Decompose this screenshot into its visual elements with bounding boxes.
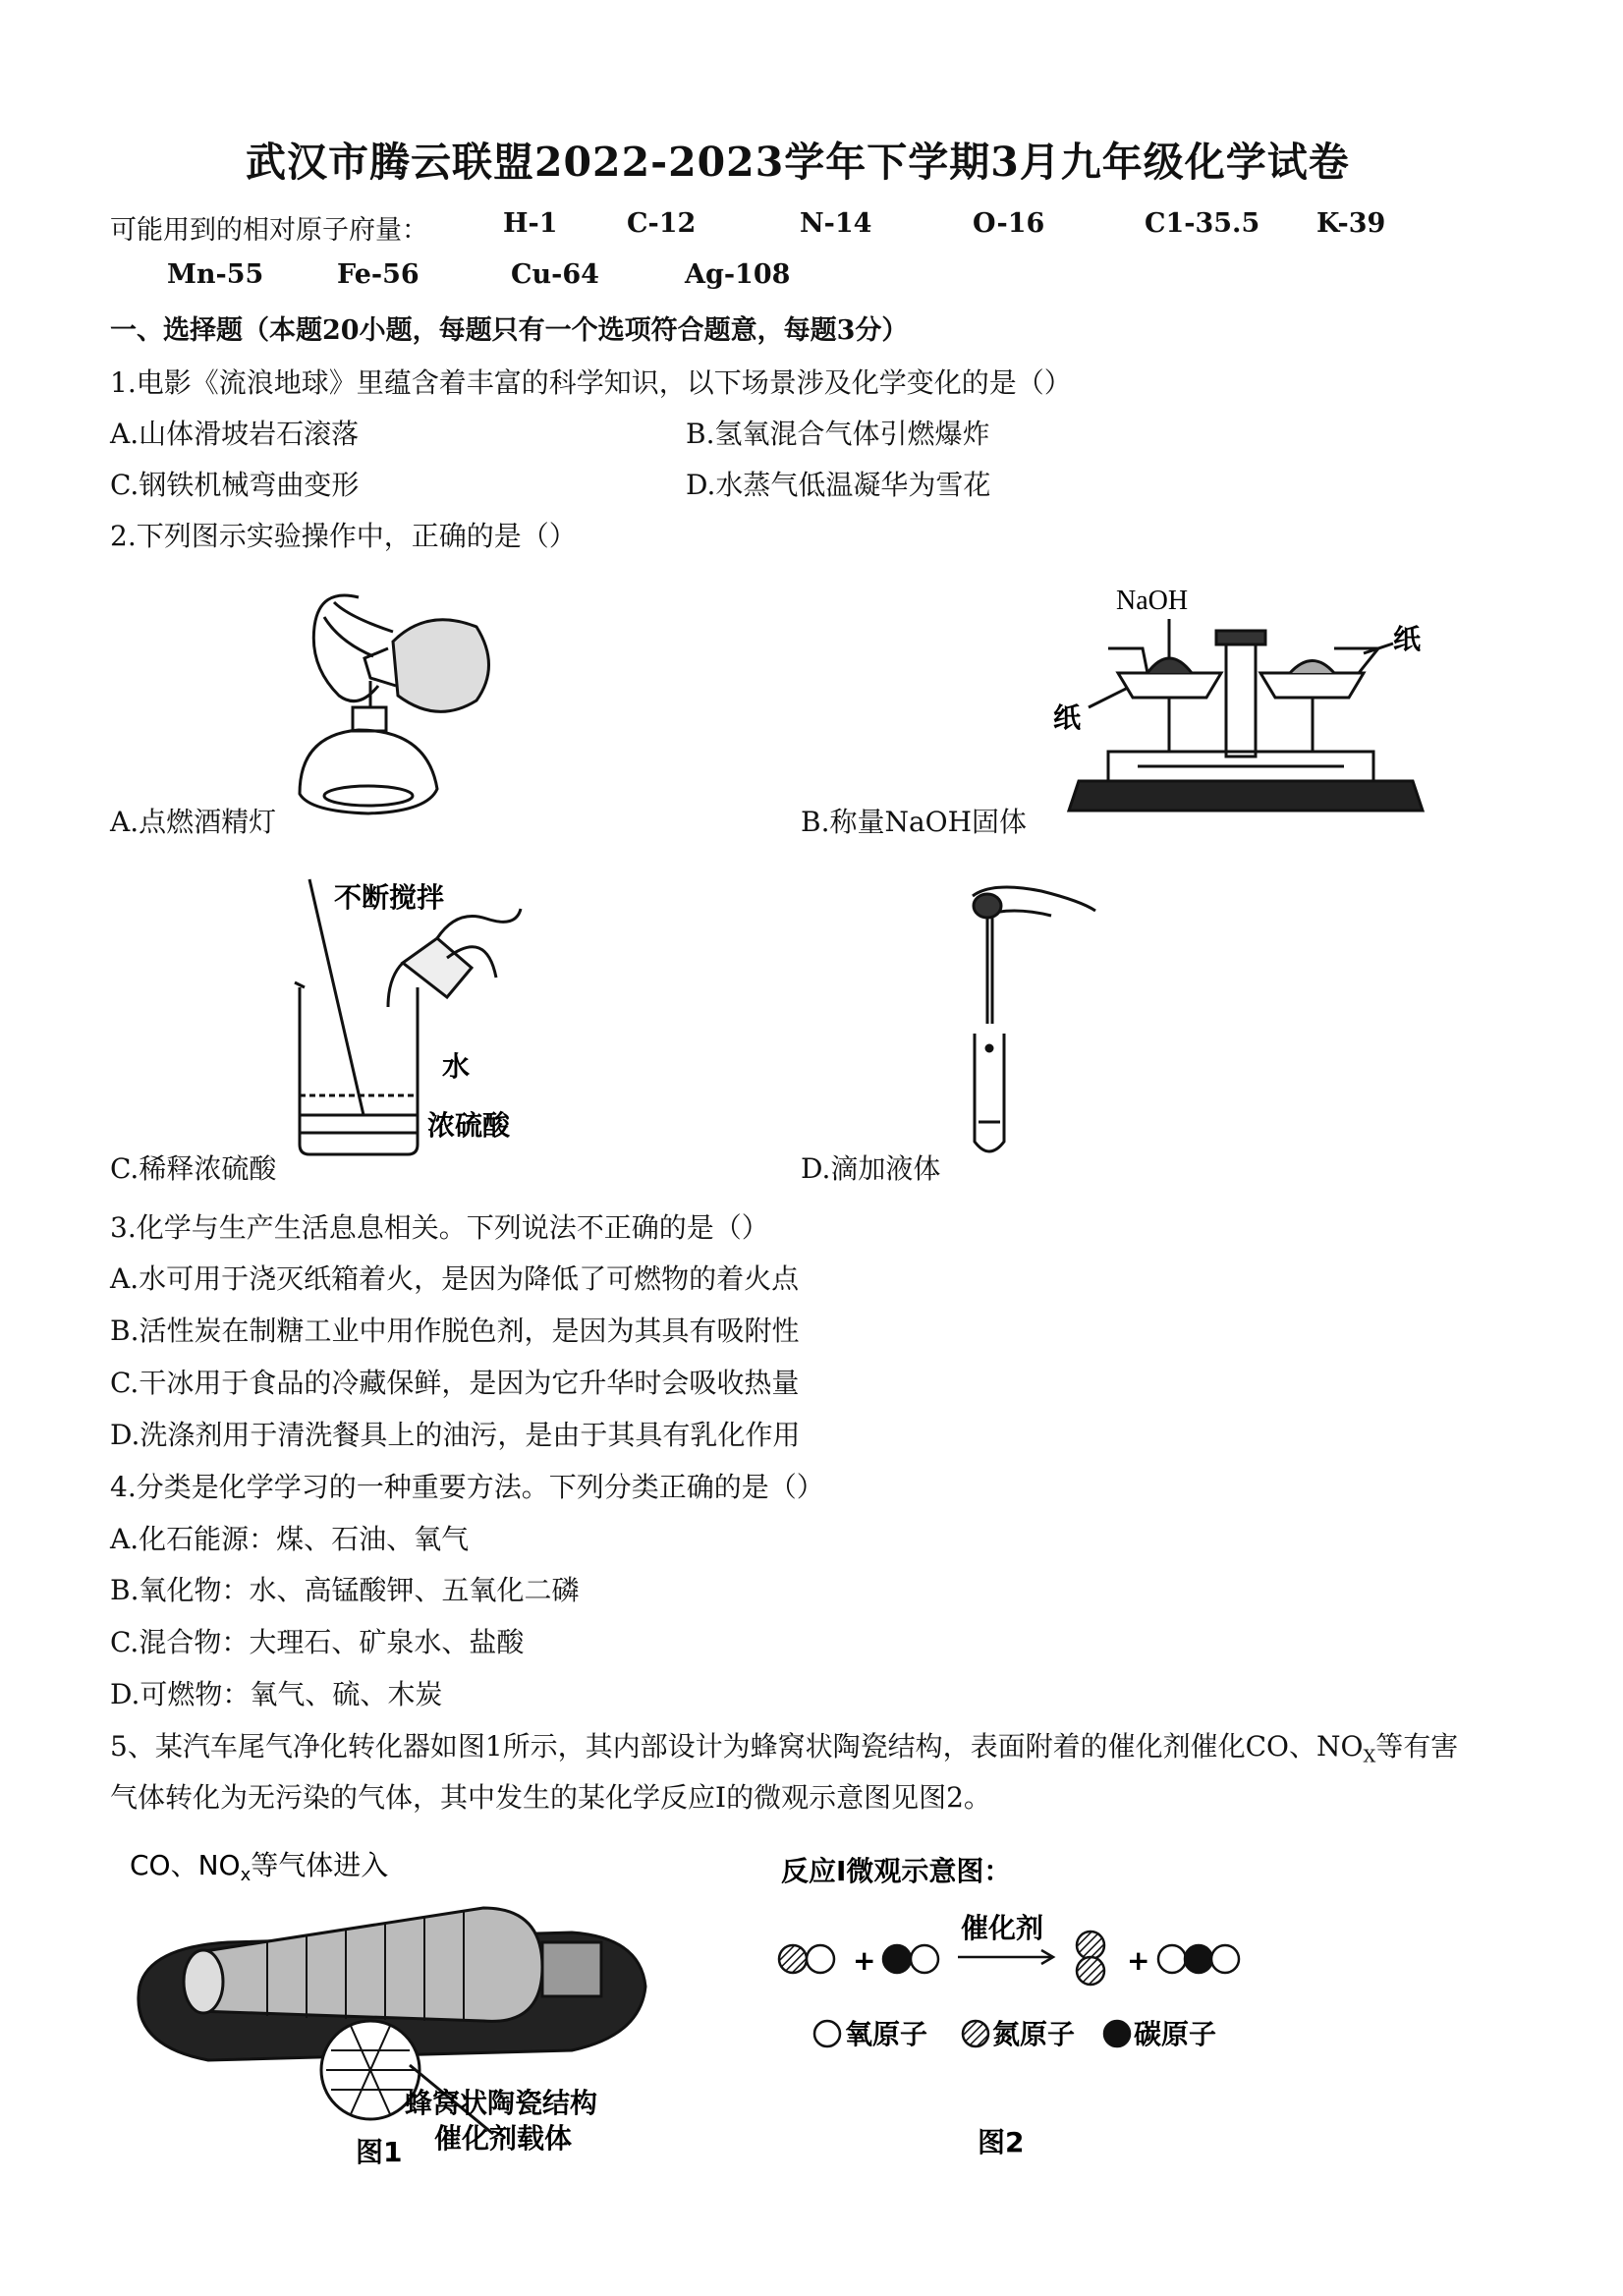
option-c-label: C.稀释浓硫酸 [110,1152,277,1185]
option-b: B.氧化物：水、高锰酸钾、五氧化二磷 [110,1574,580,1606]
honeycomb-label: 蜂窝状陶瓷结构 [405,2087,598,2119]
atomic-mass-item: H-1 [503,208,558,239]
option-c: C.干冰用于食品的冷藏保鲜，是因为它升华时会吸收热量 [110,1367,800,1399]
legend-oxygen: 氧原子 [845,2018,928,2050]
atomic-mass-item: Fe-56 [337,259,420,290]
question-stem: 2.下列图示实验操作中，正确的是（） [110,520,577,552]
option-d: D.洗涤剂用于清洗餐具上的油污，是由于其具有乳化作用 [110,1419,801,1451]
option-c: C.钢铁机械弯曲变形 [110,469,360,501]
legend-nitrogen: 氮原子 [992,2018,1076,2050]
figure-dropper [933,876,1100,1171]
figure-alcohol-lamp [280,588,501,823]
figure-2-caption: 图2 [978,2126,1025,2158]
atomic-mass-item: O-16 [973,208,1045,239]
atomic-mass-item: K-39 [1316,208,1386,239]
figure-1-caption: 图1 [356,2136,403,2168]
atomic-mass-label: 可能用到的相对原子府量： [110,215,428,246]
water-label: 水 [442,1050,471,1083]
atomic-mass-item: C1-35.5 [1145,208,1260,239]
figure-balance [1049,580,1437,825]
option-d-label: D.滴加液体 [801,1152,941,1185]
stir-label: 不断搅拌 [334,881,445,914]
atomic-mass-item: Ag-108 [685,259,791,290]
question-stem: 4.分类是化学学习的一种重要方法。下列分类正确的是（） [110,1471,824,1503]
option-b: B.活性炭在制糖工业中用作脱色剂，是因为其具有吸附性 [110,1315,800,1347]
reaction-title: 反应I微观示意图： [781,1855,1012,1887]
atomic-mass-item: C-12 [627,208,697,239]
atomic-mass-item: Cu-64 [511,259,599,290]
paper-left-label: 纸 [1053,701,1082,734]
option-a: A.水可用于浇灭纸箱着火，是因为降低了可燃物的着火点 [110,1262,800,1295]
question-stem: 1.电影《流浪地球》里蕴含着丰富的科学知识，以下场景涉及化学变化的是（） [110,366,1072,399]
inlet-label: CO、$NO_x$等气体进入 [130,1849,389,1885]
option-b-label: B.称量NaOH固体 [801,806,1028,838]
question-stem-line2: 气体转化为无污染的气体，其中发生的某化学反应I的微观示意图见图2。 [110,1781,991,1814]
option-b: B.氢氧混合气体引燃爆炸 [686,418,990,450]
option-a: A.山体滑坡岩石滚落 [110,418,360,450]
atomic-mass-item: Mn-55 [167,259,264,290]
catalyst-carrier-label: 催化剂载体 [434,2122,573,2155]
figure-reaction-schematic [766,1839,1277,2168]
option-c: C.混合物：大理石、矿泉水、盐酸 [110,1626,525,1658]
figure-catalytic-converter [110,1839,660,2168]
page-title: 武汉市腾云联盟2022-2023学年下学期3月九年级化学试卷 [246,139,1350,186]
catalyst-label: 催化剂 [961,1912,1044,1944]
acid-label: 浓硫酸 [427,1109,511,1142]
legend-carbon: 碳原子 [1134,2018,1217,2050]
question-stem: 3.化学与生产生活息息相关。下列说法不正确的是（） [110,1211,769,1244]
option-d: D.水蒸气低温凝华为雪花 [686,469,991,501]
paper-right-label: 纸 [1393,623,1422,655]
atomic-mass-item: N-14 [800,208,872,239]
naoh-label: NaOH [1116,586,1189,616]
plus-sign: + [853,1944,876,1977]
section-heading: 一、选择题（本题20小题，每题只有一个选项符合题意，每题3分） [110,315,909,346]
question-stem: 5、某汽车尾气净化转化器如图1所示，其内部设计为蜂窝状陶瓷结构，表面附着的催化剂催化CO、$NO_X$等有害 [110,1730,1459,1767]
figure-dilute-acid [290,869,526,1164]
option-a-label: A.点燃酒精灯 [110,806,277,838]
option-d: D.可燃物：氧气、硫、木炭 [110,1678,443,1710]
option-a: A.化石能源：煤、石油、氧气 [110,1523,470,1555]
plus-sign: + [1127,1944,1150,1977]
